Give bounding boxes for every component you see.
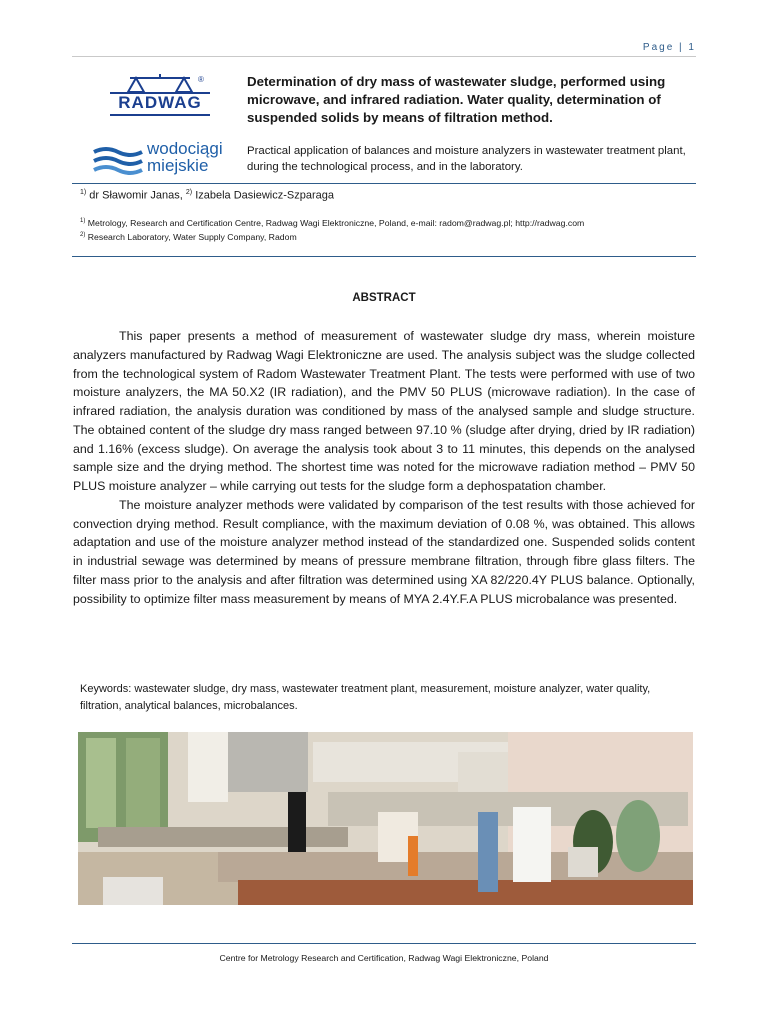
abstract-body [73,327,695,608]
author1-sup: 1) [80,189,87,196]
affiliation-1-text: Metrology, Research and Certification Centre, Radwag Wagi Elektroniczne, Poland, e-mail: radom@radwag.pl; http://radwag.com [87,217,585,228]
wodociagi-line1: wodociągi [147,139,223,158]
wodociagi-line2: miejskie [147,156,209,175]
affiliation-2-text: Research Laboratory, Water Supply Company, Radom [87,231,297,242]
document-title: Determination of dry mass of wastewater sludge, performed using microwave, and infrared radiation. Water quality, determination of suspended solids by means of filtration method. [247,74,666,125]
document-subtitle: Practical application of balances and moisture analyzers in wastewater treatment plant, during the technological process, and in the laboratory. [247,145,686,173]
author2-name: Izabela Dasiewicz-Szparaga [195,189,334,202]
footer-text: Centre for Metrology Research and Certification, Radwag Wagi Elektroniczne, Poland [219,953,549,963]
registered-mark: ® [198,75,204,84]
affiliation-1 [80,215,584,229]
authors-line [80,189,334,202]
abstract-heading: ABSTRACT [352,292,416,304]
author1-name: dr Sławomir Janas, [89,189,183,202]
abstract-paragraph-1: This paper presents a method of measurement of wastewater sludge dry mass, wherein moisture analyzers manufactured by Radwag Wagi Elektroniczne are used. The analysis subject was the sludge collected from the technological system of Radom Wastewater Treatment Plant. The tests were performed with use of two moisture analyzers, the MA 50.X2 (IR radiation), and the PMV 50 PLUS (microwave radiation). In the case of infrared radiation, the analysis duration was conditioned by mass of the analysed sample and sludge structure. The obtained content of the sludge dry mass ranged between 97.10 % (sludge after drying, dried by IR radiation) and 1.16% (excess sludge). On average the analysis took about 3 to 11 minutes, this depends on the analysed sample size and the drying method. The shortest time was noted for the microwave radiation method – PMV 50 PLUS moisture analyzer – while carrying out tests for the sludge form a dephospatation chamber. [73,329,695,493]
header-rule [72,183,696,184]
radwag-logo [110,72,210,122]
page-number: Page | 1 [642,42,696,53]
affiliation-2 [80,229,584,243]
affiliation-1-sup: 1) [80,218,86,224]
wodociagi-logo [92,140,242,180]
laboratory-photo [78,732,693,905]
affiliation-2-sup: 2) [80,231,86,238]
top-rule [72,56,696,57]
author2-sup: 2) [185,189,193,196]
keywords: Keywords: wastewater sludge, dry mass, wastewater treatment plant, measurement, moisture analyzer, water quality, filtration, analytical balances, microbalances. [80,683,651,712]
affiliations [80,215,584,243]
abstract-paragraph-2: The moisture analyzer methods were validated by comparison of the test results with those achieved for convection drying method. Result compliance, with the maximum deviation of 0.08 %, was obtained. This allows adaptation and use of the moisture analyzer method instead of the standardized one. Suspended solids content in industrial sewage was determined by means of pressure membrane filtration, through fibre glass filters. The filter mass prior to the analysis and after filtration was determined using XA 82/220.4Y PLUS balance. Optionally, possibility to optimize filter mass measurement by means of MYA 2.4Y.F.A PLUS microbalance was presented. [73,497,695,606]
footer-rule [72,943,696,944]
affiliation-rule [72,256,696,257]
radwag-logo-text: RADWAG [118,93,202,112]
